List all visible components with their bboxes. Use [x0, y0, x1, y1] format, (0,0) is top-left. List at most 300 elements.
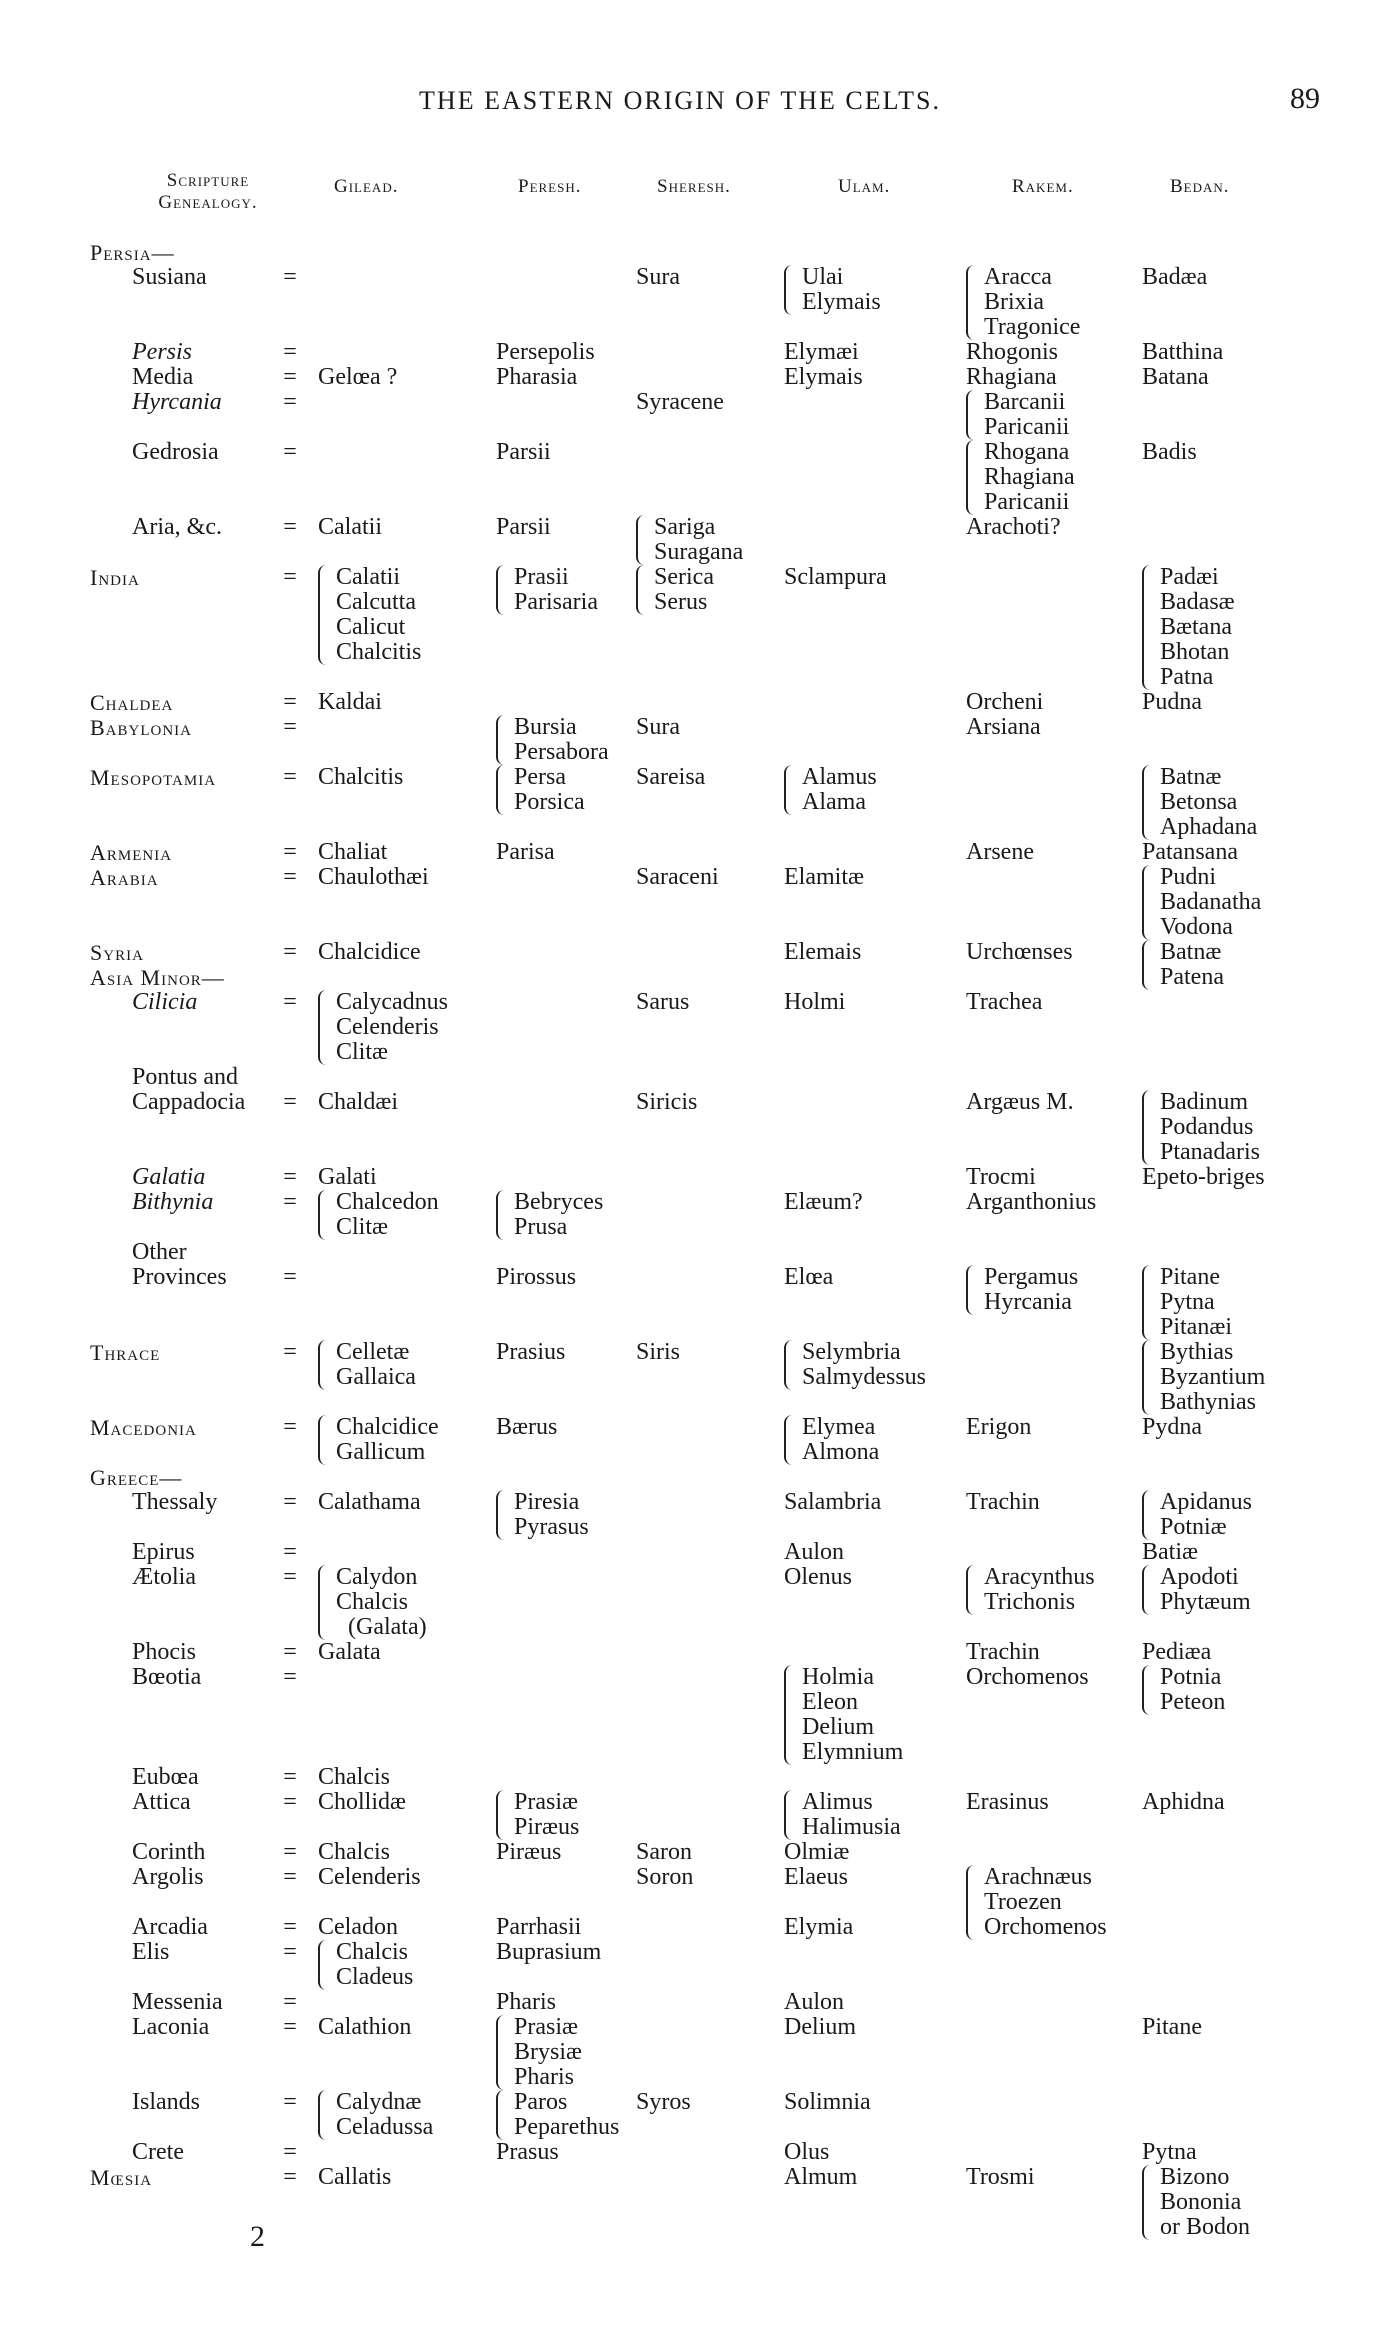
brace-group: [318, 1940, 413, 1990]
brace-group: [966, 1265, 1078, 1315]
region-name: Eubœa: [132, 1764, 199, 1790]
group-item: (Galata): [336, 1614, 427, 1640]
group-item: Patena: [1160, 964, 1224, 990]
region-name: Elis: [132, 1939, 170, 1965]
group-item: Tragonice: [984, 314, 1081, 340]
group-item: Apodoti: [1160, 1564, 1239, 1590]
brace-group: [318, 1340, 416, 1390]
brace-group: [1142, 1090, 1260, 1165]
cell-ulam: Elymais: [784, 364, 863, 390]
region-name: Arabia: [90, 865, 159, 890]
cell-gilead: Chaldæi: [318, 1089, 399, 1115]
cell-gilead-group: [318, 1190, 439, 1240]
equals-sign: =: [283, 389, 297, 415]
region-name: Aria, &c.: [132, 514, 222, 540]
cell-gilead: Celadon: [318, 1914, 398, 1940]
region-name: Macedonia: [90, 1415, 197, 1440]
equals-sign: =: [283, 1864, 297, 1890]
brace-group: [784, 1415, 879, 1465]
cell-sheresh: Sareisa: [636, 764, 706, 790]
cell-ulam: Elemais: [784, 939, 862, 965]
cell-peresh-group: [496, 565, 598, 615]
group-item: Batnæ: [1160, 939, 1222, 965]
column-header-ulam: Ulam.: [838, 176, 891, 197]
brace-group: [966, 265, 1080, 340]
equals-sign: =: [283, 864, 297, 890]
cell-ulam: Elymæi: [784, 339, 859, 365]
region-name: Galatia: [132, 1164, 206, 1190]
cell-peresh: Persepolis: [496, 339, 595, 365]
region-name: Messenia: [132, 1989, 223, 2015]
group-item: Badanatha: [1160, 889, 1262, 915]
cell-sheresh: Syracene: [636, 389, 724, 415]
group-item: Peparethus: [514, 2114, 620, 2140]
cell-gilead-group: [318, 990, 448, 1065]
cell-rakem-group: [966, 440, 1075, 515]
group-item: Pytna: [1160, 1289, 1215, 1315]
cell-sheresh: Sura: [636, 264, 680, 290]
equals-sign: =: [283, 564, 297, 590]
cell-peresh: Parisa: [496, 839, 555, 865]
brace-group: [784, 1790, 901, 1840]
cell-ulam: Elamitæ: [784, 864, 864, 890]
group-item: Piræus: [514, 1814, 580, 1840]
region-name: Susiana: [132, 264, 207, 290]
equals-sign: =: [283, 1914, 297, 1940]
cell-rakem-group: [966, 1565, 1095, 1615]
group-item: Serica: [654, 564, 714, 590]
cell-peresh: Prasius: [496, 1339, 566, 1365]
equals-sign: =: [283, 689, 297, 715]
page-number: 89: [1290, 82, 1320, 115]
group-item: Prasii: [514, 564, 569, 590]
equals-sign: =: [283, 364, 297, 390]
equals-sign: =: [283, 1664, 297, 1690]
brace-group: [1142, 865, 1261, 940]
printer-signature: 2: [250, 2220, 265, 2253]
brace-group: [966, 390, 1069, 440]
group-item: Arachnæus: [984, 1864, 1092, 1890]
cell-bedan-group: [1142, 865, 1261, 940]
column-header-genealogy: Scripture Genealogy.: [158, 170, 258, 213]
group-item: Phytæum: [1160, 1589, 1251, 1615]
cell-gilead: Calathion: [318, 2014, 412, 2040]
group-item: Aphadana: [1160, 814, 1258, 840]
cell-peresh: Parsii: [496, 514, 551, 540]
equals-sign: =: [283, 339, 297, 365]
region-name: Attica: [132, 1789, 191, 1815]
region-name: Provinces: [132, 1264, 227, 1290]
region-name: Argolis: [132, 1864, 204, 1890]
group-item: Clitæ: [336, 1214, 389, 1240]
brace-group: [1142, 1565, 1251, 1615]
cell-bedan: Badis: [1142, 439, 1197, 465]
group-item: Bononia: [1160, 2189, 1242, 2215]
cell-bedan-group: [1142, 565, 1235, 690]
group-item: Pergamus: [984, 1264, 1079, 1290]
cell-bedan: Pydna: [1142, 1414, 1202, 1440]
brace-group: [496, 565, 598, 615]
group-item: Hyrcania: [984, 1289, 1072, 1315]
group-item: Chalcis: [336, 1939, 408, 1965]
group-item: Chalcis: [336, 1589, 408, 1615]
group-item: Delium: [802, 1714, 874, 1740]
cell-rakem: Argæus M.: [966, 1089, 1074, 1115]
equals-sign: =: [283, 1164, 297, 1190]
region-name: Syria: [90, 940, 144, 965]
equals-sign: =: [283, 2089, 297, 2115]
group-item: Clitæ: [336, 1039, 389, 1065]
cell-rakem-group: [966, 1865, 1107, 1940]
group-item: Orchomenos: [984, 1914, 1107, 1940]
equals-sign: =: [283, 2139, 297, 2165]
cell-bedan: Patansana: [1142, 839, 1238, 865]
region-name: Media: [132, 364, 194, 390]
group-item: Ptanadaris: [1160, 1139, 1260, 1165]
brace-group: [966, 1865, 1107, 1940]
group-item: Peteon: [1160, 1689, 1226, 1715]
cell-sheresh: Siricis: [636, 1089, 698, 1115]
brace-group: [496, 2090, 619, 2140]
equals-sign: =: [283, 264, 297, 290]
cell-peresh-group: [496, 1790, 579, 1840]
group-item: Calicut: [336, 614, 406, 640]
cell-ulam: Delium: [784, 2014, 856, 2040]
equals-sign: =: [283, 439, 297, 465]
brace-group: [784, 1665, 903, 1765]
group-item: Potniæ: [1160, 1514, 1227, 1540]
brace-group: [1142, 565, 1235, 690]
group-item: Padæi: [1160, 564, 1219, 590]
region-name: Mesopotamia: [90, 765, 217, 790]
group-item: Bursia: [514, 714, 577, 740]
cell-gilead-group: [318, 1415, 439, 1465]
brace-group: [1142, 765, 1257, 840]
equals-sign: =: [283, 839, 297, 865]
group-item: Serus: [654, 589, 708, 615]
brace-group: [784, 765, 877, 815]
cell-sheresh: Syros: [636, 2089, 691, 2115]
cell-peresh: Piræus: [496, 1839, 562, 1865]
brace-group: [318, 565, 421, 665]
equals-sign: =: [283, 1989, 297, 2015]
cell-bedan-group: [1142, 765, 1257, 840]
group-item: Pyrasus: [514, 1514, 589, 1540]
group-item: Calydon: [336, 1564, 418, 1590]
cell-ulam: Solimnia: [784, 2089, 871, 2115]
group-item: Pitane: [1160, 1264, 1220, 1290]
group-item: Rhogana: [984, 439, 1070, 465]
group-item: Salmydessus: [802, 1364, 927, 1390]
group-item: Bhotan: [1160, 639, 1230, 665]
group-item: Trichonis: [984, 1589, 1076, 1615]
group-item: Sariga: [654, 514, 716, 540]
cell-peresh-group: [496, 1190, 603, 1240]
group-item: Holmia: [802, 1664, 874, 1690]
cell-rakem: Trachea: [966, 989, 1043, 1015]
brace-group: [318, 1415, 439, 1465]
cell-gilead-group: [318, 1340, 416, 1390]
group-item: Alamus: [802, 764, 877, 790]
group-item: Prusa: [514, 1214, 568, 1240]
cell-gilead: Kaldai: [318, 689, 382, 715]
region-name: Pontus and: [132, 1064, 239, 1090]
cell-sheresh: Saron: [636, 1839, 692, 1865]
brace-group: [318, 990, 448, 1065]
equals-sign: =: [283, 1089, 297, 1115]
cell-ulam: Sclampura: [784, 564, 887, 590]
region-name: Persia—: [90, 240, 175, 265]
cell-sheresh-group: [636, 565, 714, 615]
group-item: Eleon: [802, 1689, 858, 1715]
region-name: India: [90, 565, 140, 590]
group-item: Alama: [802, 789, 866, 815]
group-item: Bebryces: [514, 1189, 604, 1215]
cell-bedan: Pudna: [1142, 689, 1202, 715]
group-item: Apidanus: [1160, 1489, 1252, 1515]
cell-bedan: Batana: [1142, 364, 1209, 390]
cell-rakem-group: [966, 265, 1080, 340]
group-item: or Bodon: [1160, 2214, 1250, 2240]
group-item: Podandus: [1160, 1114, 1254, 1140]
cell-gilead-group: [318, 1565, 427, 1640]
column-header-rakem: Rakem.: [1012, 176, 1074, 197]
column-header-sheresh: Sheresh.: [657, 176, 731, 197]
cell-rakem: Rhogonis: [966, 339, 1059, 365]
cell-gilead: Chollidæ: [318, 1789, 407, 1815]
group-item: Brixia: [984, 289, 1044, 315]
region-name: Laconia: [132, 2014, 210, 2040]
region-name: Ætolia: [132, 1564, 196, 1590]
equals-sign: =: [283, 1414, 297, 1440]
equals-sign: =: [283, 714, 297, 740]
cell-rakem: Arsene: [966, 839, 1034, 865]
cell-bedan-group: [1142, 1490, 1252, 1540]
group-item: Pudni: [1160, 864, 1217, 890]
brace-group: [496, 2015, 582, 2090]
cell-rakem: Trocmi: [966, 1164, 1036, 1190]
group-item: Paros: [514, 2089, 568, 2115]
group-item: Pharis: [514, 2064, 574, 2090]
brace-group: [1142, 2165, 1250, 2240]
cell-peresh: Prasus: [496, 2139, 559, 2165]
region-name: Crete: [132, 2139, 184, 2165]
equals-sign: =: [283, 1764, 297, 1790]
cell-rakem: Arsiana: [966, 714, 1041, 740]
cell-rakem: Arachoti?: [966, 514, 1061, 540]
equals-sign: =: [283, 1939, 297, 1965]
cell-ulam-group: [784, 265, 881, 315]
cell-gilead: Chalcis: [318, 1839, 390, 1865]
region-name: Persis: [132, 339, 192, 365]
region-name: Hyrcania: [132, 389, 222, 415]
cell-rakem-group: [966, 1265, 1078, 1315]
cell-gilead: Calatii: [318, 514, 382, 540]
cell-rakem: Rhagiana: [966, 364, 1057, 390]
region-name: Epirus: [132, 1539, 195, 1565]
brace-group: [496, 1490, 589, 1540]
region-name: Gedrosia: [132, 439, 219, 465]
equals-sign: =: [283, 1539, 297, 1565]
region-name: Babylonia: [90, 715, 192, 740]
cell-ulam-group: [784, 1415, 879, 1465]
cell-rakem: Orcheni: [966, 689, 1044, 715]
group-item: Calatii: [336, 564, 400, 590]
cell-ulam: Elaeus: [784, 1864, 848, 1890]
group-item: Persa: [514, 764, 566, 790]
brace-group: [496, 715, 609, 765]
cell-bedan-group: [1142, 1265, 1232, 1340]
equals-sign: =: [283, 1789, 297, 1815]
group-item: Halimusia: [802, 1814, 901, 1840]
group-item: Celenderis: [336, 1014, 439, 1040]
cell-bedan: Aphidna: [1142, 1789, 1225, 1815]
brace-group: [784, 265, 881, 315]
group-item: Byzantium: [1160, 1364, 1266, 1390]
cell-sheresh: Siris: [636, 1339, 681, 1365]
group-item: Patna: [1160, 664, 1214, 690]
group-item: Vodona: [1160, 914, 1233, 940]
brace-group: [318, 1190, 439, 1240]
group-item: Brysiæ: [514, 2039, 583, 2065]
group-item: Badasæ: [1160, 589, 1235, 615]
region-name: Arcadia: [132, 1914, 208, 1940]
cell-ulam: Salambria: [784, 1489, 882, 1515]
cell-rakem: Erasinus: [966, 1789, 1049, 1815]
region-name: Corinth: [132, 1839, 206, 1865]
group-item: Elymais: [802, 289, 881, 315]
column-header-gilead: Gilead.: [334, 176, 399, 197]
group-item: Ulai: [802, 264, 844, 290]
cell-rakem: Erigon: [966, 1414, 1032, 1440]
brace-group: [496, 1190, 603, 1240]
group-item: Paricanii: [984, 489, 1070, 515]
brace-group: [1142, 1665, 1225, 1715]
group-item: Aracca: [984, 264, 1052, 290]
group-item: Alimus: [802, 1789, 873, 1815]
equals-sign: =: [283, 1339, 297, 1365]
cell-ulam: Holmi: [784, 989, 846, 1015]
cell-ulam: Olmiæ: [784, 1839, 850, 1865]
brace-group: [636, 565, 714, 615]
cell-gilead: Chalcitis: [318, 764, 404, 790]
group-item: Bythias: [1160, 1339, 1234, 1365]
cell-peresh: Buprasium: [496, 1939, 602, 1965]
group-item: Rhagiana: [984, 464, 1075, 490]
cell-sheresh: Sarus: [636, 989, 690, 1015]
cell-gilead: Chaulothæi: [318, 864, 429, 890]
cell-rakem: Urchœnses: [966, 939, 1073, 965]
group-item: Celletæ: [336, 1339, 410, 1365]
group-item: Elymea: [802, 1414, 876, 1440]
region-name: Mœsia: [90, 2165, 153, 2190]
cell-ulam: Olus: [784, 2139, 830, 2165]
group-item: Almona: [802, 1439, 880, 1465]
cell-sheresh: Soron: [636, 1864, 694, 1890]
group-item: Badinum: [1160, 1089, 1248, 1115]
cell-peresh-group: [496, 2015, 582, 2090]
cell-gilead: Callatis: [318, 2164, 392, 2190]
brace-group: [318, 2090, 433, 2140]
cell-bedan-group: [1142, 1565, 1251, 1615]
cell-sheresh-group: [636, 515, 743, 565]
group-item: Porsica: [514, 789, 585, 815]
cell-ulam-group: [784, 1340, 926, 1390]
cell-gilead: Galata: [318, 1639, 381, 1665]
cell-ulam: Elœa: [784, 1264, 834, 1290]
group-item: Persabora: [514, 739, 609, 765]
region-name: Thrace: [90, 1340, 161, 1365]
group-item: Calcutta: [336, 589, 416, 615]
brace-group: [1142, 1490, 1252, 1540]
cell-peresh: Parsii: [496, 439, 551, 465]
group-item: Elymnium: [802, 1739, 904, 1765]
cell-bedan-group: [1142, 940, 1224, 990]
brace-group: [1142, 1340, 1265, 1415]
group-item: Betonsa: [1160, 789, 1238, 815]
group-item: Paricanii: [984, 414, 1070, 440]
cell-sheresh: Saraceni: [636, 864, 719, 890]
cell-gilead: Chalcidice: [318, 939, 421, 965]
region-name: Asia Minor—: [90, 965, 225, 990]
equals-sign: =: [283, 1839, 297, 1865]
group-item: Calycadnus: [336, 989, 448, 1015]
cell-peresh-group: [496, 715, 609, 765]
cell-bedan-group: [1142, 2165, 1250, 2240]
equals-sign: =: [283, 989, 297, 1015]
cell-peresh-group: [496, 765, 585, 815]
column-header-bedan: Bedan.: [1170, 176, 1230, 197]
brace-group: [966, 1565, 1095, 1615]
cell-peresh-group: [496, 2090, 619, 2140]
brace-group: [1142, 1265, 1232, 1340]
cell-bedan: Batiæ: [1142, 1539, 1199, 1565]
equals-sign: =: [283, 1189, 297, 1215]
equals-sign: =: [283, 939, 297, 965]
cell-gilead: Celenderis: [318, 1864, 421, 1890]
equals-sign: =: [283, 1489, 297, 1515]
equals-sign: =: [283, 1564, 297, 1590]
cell-bedan: Pitane: [1142, 2014, 1202, 2040]
group-item: Pitanæi: [1160, 1314, 1233, 1340]
equals-sign: =: [283, 764, 297, 790]
group-item: Troezen: [984, 1889, 1062, 1915]
region-name: Other: [132, 1239, 187, 1265]
cell-rakem-group: [966, 390, 1069, 440]
cell-peresh: Parrhasii: [496, 1914, 582, 1940]
cell-bedan-group: [1142, 1090, 1260, 1165]
region-name: Chaldea: [90, 690, 174, 715]
cell-ulam-group: [784, 1665, 903, 1765]
cell-gilead-group: [318, 1940, 413, 1990]
cell-gilead: Calathama: [318, 1489, 421, 1515]
equals-sign: =: [283, 1639, 297, 1665]
region-name: Phocis: [132, 1639, 197, 1665]
group-item: Potnia: [1160, 1664, 1222, 1690]
group-item: Chalcedon: [336, 1189, 439, 1215]
cell-bedan: Batthina: [1142, 339, 1224, 365]
cell-rakem: Orchomenos: [966, 1664, 1089, 1690]
cell-bedan: Badæa: [1142, 264, 1208, 290]
cell-rakem: Trachin: [966, 1489, 1040, 1515]
brace-group: [636, 515, 743, 565]
cell-ulam: Elæum?: [784, 1189, 863, 1215]
group-item: Gallaica: [336, 1364, 416, 1390]
region-name: Armenia: [90, 840, 173, 865]
cell-gilead-group: [318, 565, 421, 665]
cell-peresh: Pharis: [496, 1989, 556, 2015]
group-item: Aracynthus: [984, 1564, 1095, 1590]
